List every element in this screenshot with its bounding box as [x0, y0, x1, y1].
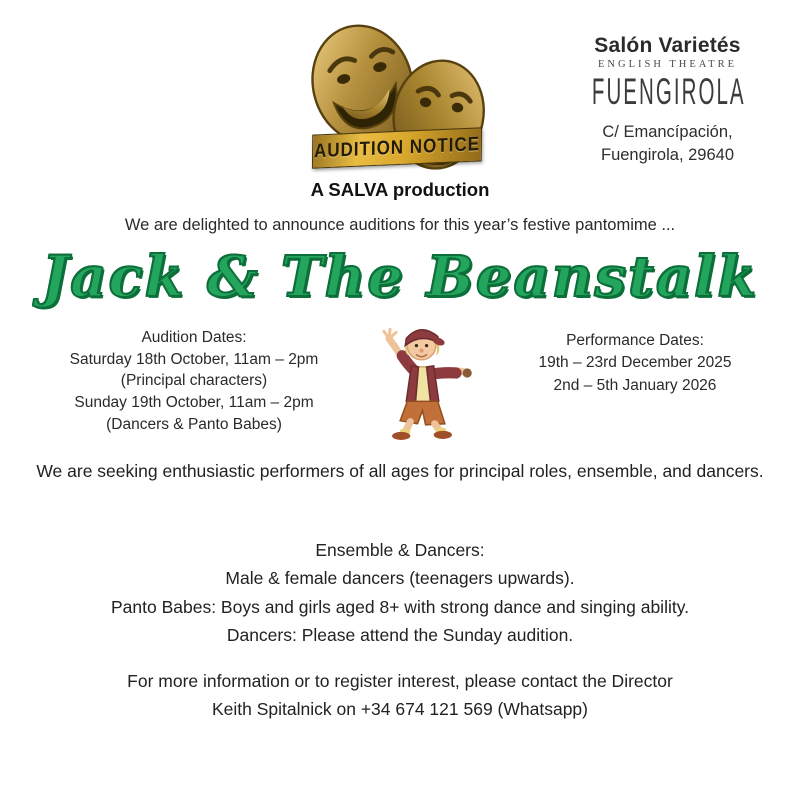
logo-city: FUENGIROLA	[591, 70, 746, 113]
contact-line-1: For more information or to register interest, please contact the Director	[127, 671, 673, 691]
theatre-address	[575, 121, 760, 167]
audition-notice-banner-label: AUDITION NOTICE	[313, 132, 481, 162]
logo-subtitle: ENGLISH THEATRE	[597, 59, 737, 70]
roles-heading: Ensemble & Dancers:	[315, 540, 485, 560]
seeking-performers-text: We are seeking enthusiastic performers of all ages for principal roles, ensemble, and dancers.	[36, 461, 764, 481]
roles-line: Dancers: Please attend the Sunday audition.	[226, 625, 574, 646]
audition-date-line: (Principal characters)	[120, 372, 268, 390]
performance-dates-heading: Performance Dates:	[566, 332, 704, 349]
address-line-1: C/ Emancípación,	[602, 123, 733, 141]
performance-date-line: 2nd – 5th January 2026	[553, 376, 717, 394]
audition-dates-block	[28, 327, 360, 435]
roles-block	[20, 536, 780, 649]
production-credit: A SALVA production	[310, 179, 490, 200]
audition-date-line: (Dancers & Panto Babes)	[106, 415, 282, 433]
contact-block	[20, 667, 780, 723]
performance-date-line: 19th – 23rd December 2025	[538, 354, 732, 372]
show-title: Jack & The Beanstalk	[41, 244, 759, 310]
logo-theatre-name: Salón Varietés	[594, 34, 741, 57]
audition-dates-heading: Audition Dates:	[141, 329, 247, 346]
contact-line-2: Keith Spitalnick on +34 674 121 569 (Whatsapp)	[211, 699, 588, 719]
audition-date-line: Sunday 19th October, 11am – 2pm	[74, 394, 314, 412]
theatre-logo	[575, 34, 760, 167]
jack-illustration	[356, 308, 486, 440]
roles-line: Panto Babes: Boys and girls aged 8+ with strong dance and singing ability.	[110, 596, 690, 617]
announcement-text: We are delighted to announce auditions for this year’s festive pantomime ...	[124, 216, 676, 234]
address-line-2: Fuengirola, 29640	[600, 146, 734, 165]
performance-dates-block	[495, 330, 775, 397]
roles-line: Male & female dancers (teenagers upwards).	[225, 568, 575, 589]
jack-character-icon	[356, 308, 486, 440]
audition-date-line: Saturday 18th October, 11am – 2pm	[69, 350, 319, 368]
